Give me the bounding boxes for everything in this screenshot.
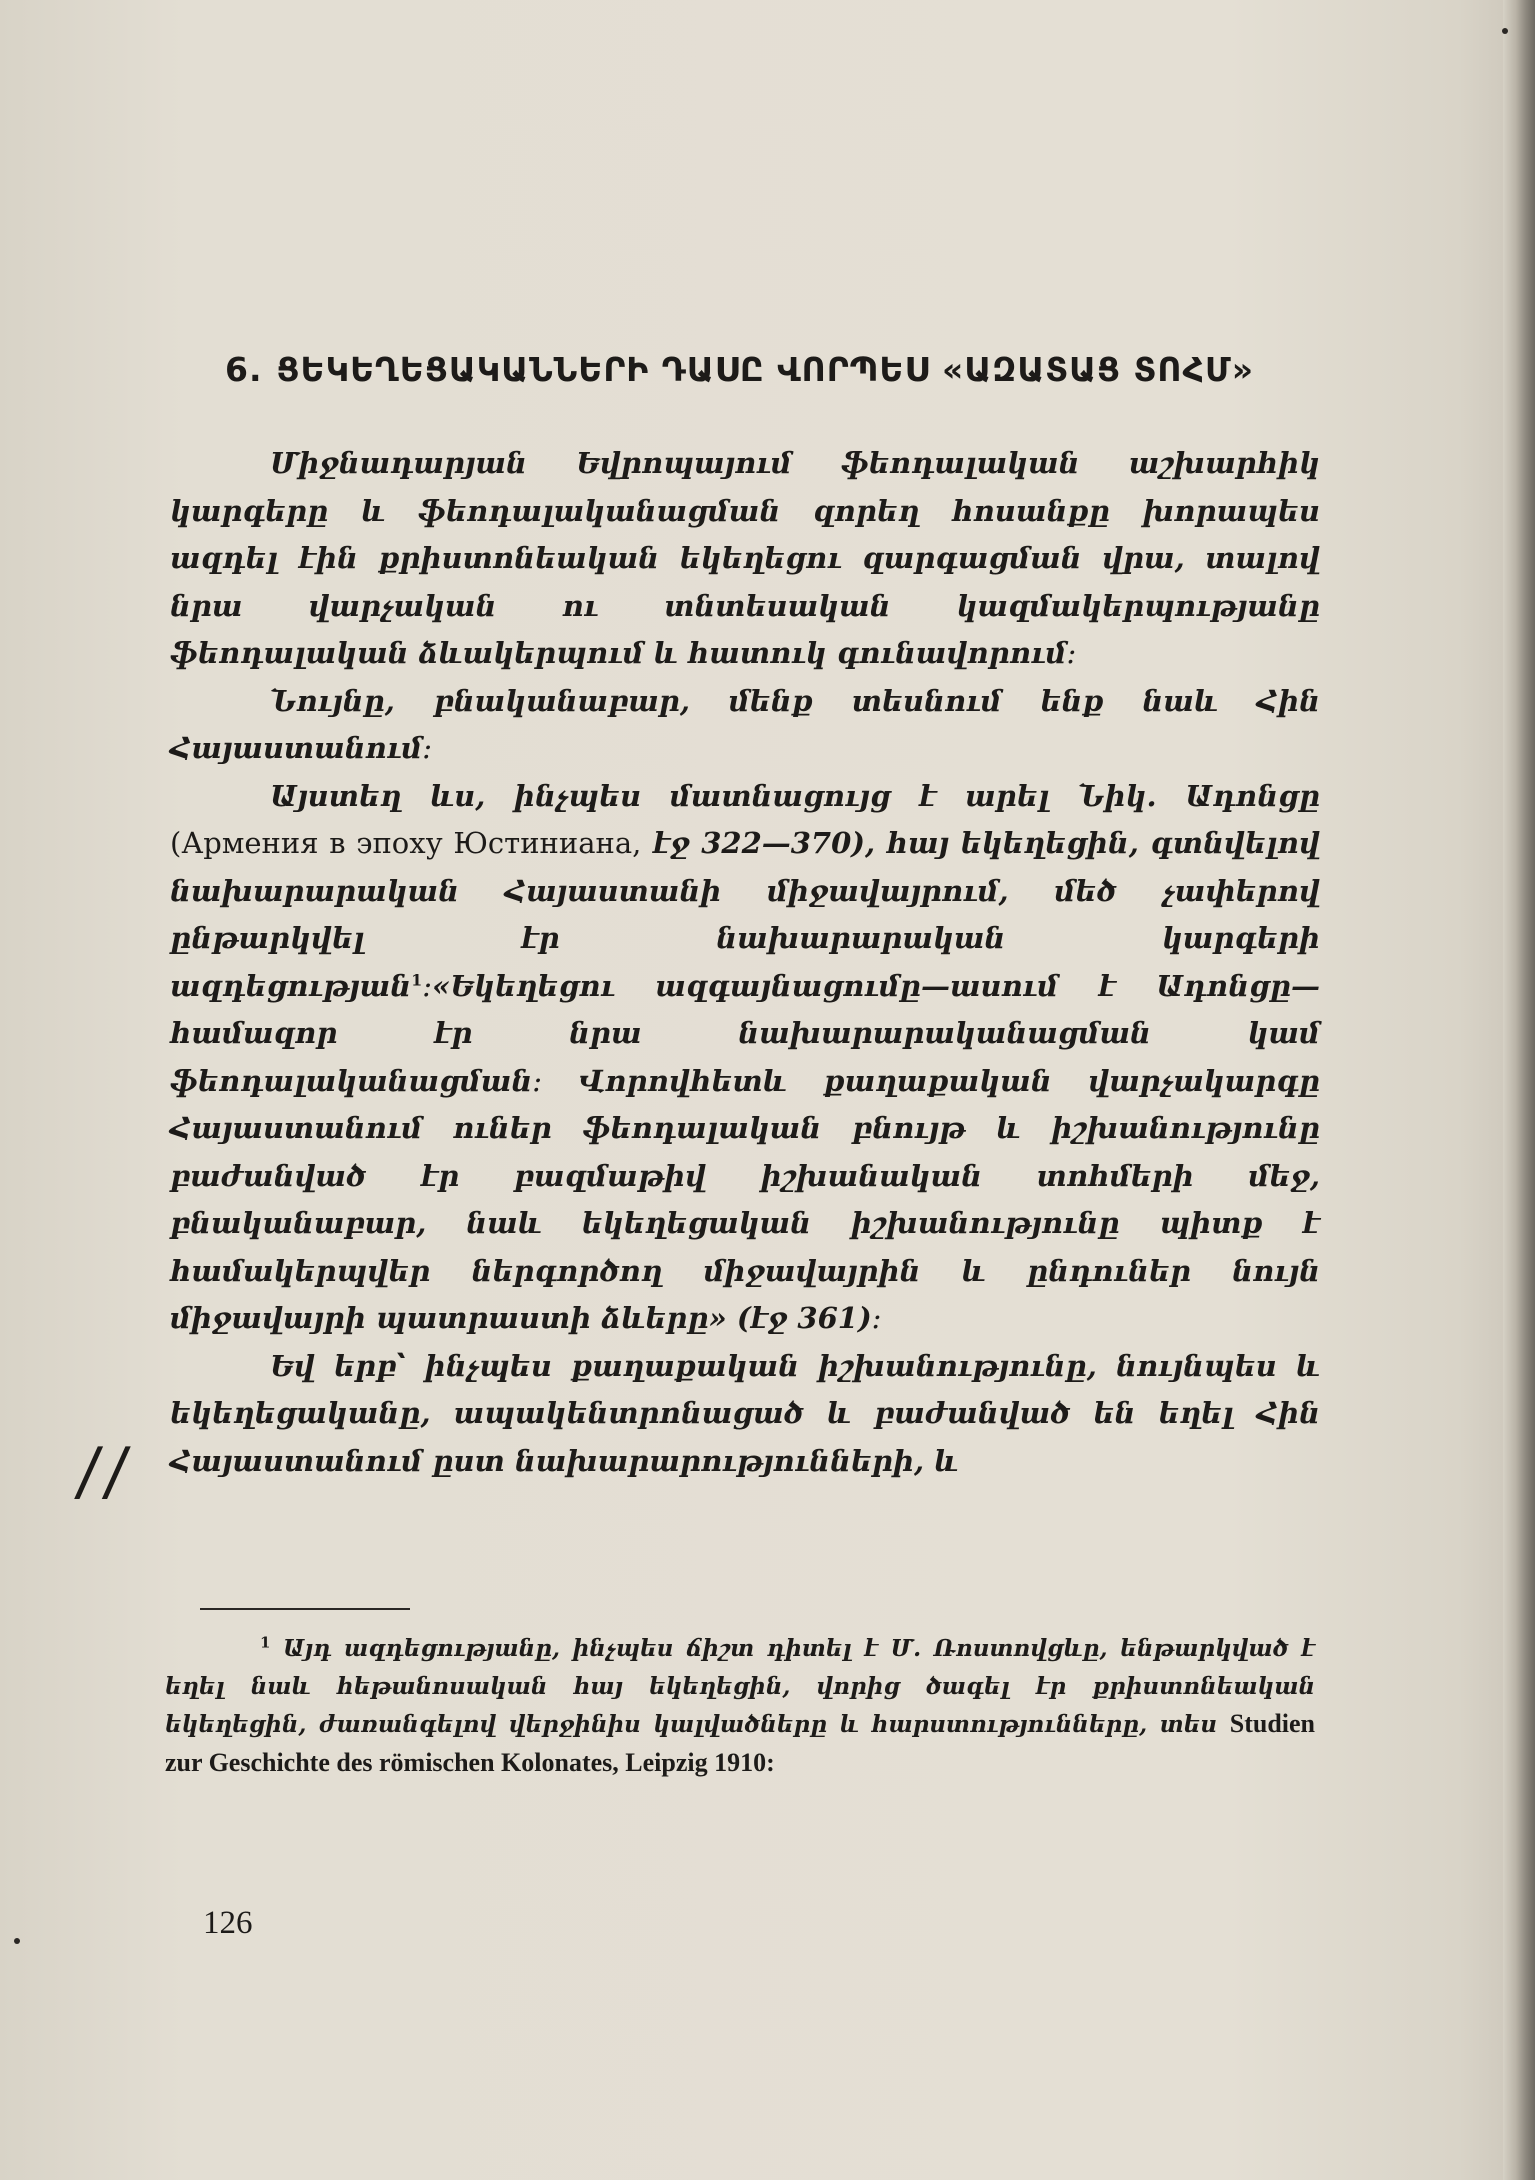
footnote-reference: 1 [411,969,423,989]
section-title: ՑԵԿԵՂԵՑԱԿԱՆՆԵՐԻ ԴԱՍԸ ՎՈՐՊԵՍ «ԱԶԱՏԱՑ ՏՈՀՄ» [276,350,1255,389]
section-heading [225,350,1315,389]
paragraph-3-quote: ։«Եկեղեցու ազգայնացումը—ասում է Ադոնցը—համազոր էր նրա նախարարականացման կամ ֆեոդալականացման։ Վորովհետև քաղաքական վարչակարգը Հայաստանում ուներ ֆեոդալական բնույթ և իշխանությունը բաժանված էր բազմաթիվ իշխանական տոհմերի մեջ, բնականաբար, նաև եկեղեցական իշխանությունը պիտք է համակերպվեր ներգործող միջավայրին և ընդուներ նույն միջավայրի պատրաստի ձևերը» (էջ 361)։ [170,968,1320,1335]
paragraph-2: Նույնը, բնականաբար, մենք տեսնում ենք նաև Հին Հայաստանում։ [170,683,1320,765]
footnote-separator [200,1608,410,1610]
footnote-reference-title: Studien zur Geschichte des römischen Kolonates, Leipzig 1910: [165,1709,1315,1777]
cited-work-title: (Армения в эпоху Юстиниана, [170,826,642,860]
page-number: 126 [203,1905,253,1941]
paper-speck [1502,28,1508,34]
section-number: 6. [225,350,263,389]
footnote-paragraph [165,1630,1315,1782]
footnote [165,1630,1315,1782]
footnote-number: 1 [260,1633,271,1652]
paragraph-3-lead: Այստեղ ևս, ինչպես մատնացույց է արել Նիկ. Ադոնցը [270,778,1320,813]
main-text [170,440,1320,1485]
paragraph-4: Եվ երբ՝ ինչպես քաղաքական իշխանությունը, նույնպես և եկեղեցականը, ապակենտրոնացած և բաժանված են եղել Հին Հայաստանում ըստ նախարարությունների, և [170,1348,1320,1478]
paper-speck [14,1938,20,1944]
book-spine-shadow [1503,0,1535,2180]
paragraph-3 [170,773,1320,1343]
paragraph-3-middle: էջ 322—370), հայ եկեղեցին, գտնվելով նախարարական Հայաստանի միջավայրում, մեծ չափերով ընթարկվել էր նախարարական կարգերի ազդեցության [170,826,1320,1003]
handwritten-margin-mark: // [72,1435,139,1509]
paragraph-1: Միջնադարյան Եվրոպայում ֆեոդալական աշխարհիկ կարգերը և ֆեոդալականացման զորեղ հոսանքը խորապես ազդել էին քրիստոնեական եկեղեցու զարգացման վրա, տալով նրա վարչական ու տնտեսական կազմակերպությանը ֆեոդալական ձևակերպում և հատուկ գունավորում։ [170,446,1320,670]
footnote-text: Այդ ազդեցությանը, ինչպես ճիշտ դիտել է Մ. Ռոստովցևը, ենթարկված է եղել նաև հեթանոսական հայ եկեղեցին, վորից ծագել էր քրիստոնեական եկեղեցին, ժառանգելով վերջինիս կալվածները և հարստությունները, տես [165,1635,1315,1738]
